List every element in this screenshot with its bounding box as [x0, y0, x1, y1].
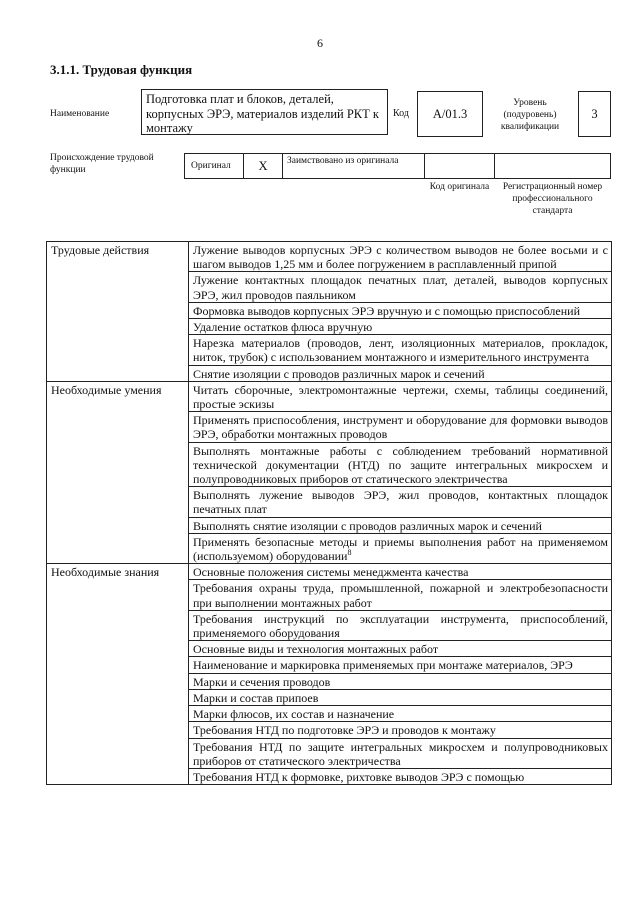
section-item — [189, 533, 612, 563]
section-category: Трудовые действия — [47, 242, 189, 382]
section-item — [189, 272, 612, 302]
section-item-text: Выполнять монтажные работы с соблюдением требований нормативной технической документации (НТД) по защите интегральных микросхем и полупроводниковых приборов от статического электричества — [193, 443, 608, 487]
section-item — [189, 335, 612, 365]
section-item-text: Марки и состав припоев — [193, 690, 319, 705]
section-item — [189, 610, 612, 640]
section-item — [189, 689, 612, 705]
footnote-mark: 8 — [347, 548, 352, 558]
section-item — [189, 381, 612, 411]
section-item-text: Марки и сечения проводов — [193, 674, 331, 689]
code-value: A/01.3 — [417, 91, 483, 137]
origin-label: Происхождение трудовой функции — [50, 153, 154, 175]
section-item — [189, 673, 612, 689]
section-item — [189, 302, 612, 318]
section-title: 3.1.1. Трудовая функция — [50, 62, 193, 77]
section-item-text: Требования НТД к формовке, рихтовке выводов ЭРЭ с помощью — [193, 769, 525, 784]
section-item-text: Наименование и маркировка применяемых при монтаже материалов, ЭРЭ — [193, 658, 573, 673]
section-item-text: Снятие изоляции с проводов различных марок и сечений — [193, 366, 485, 381]
code-original-label: Код оригинала — [429, 182, 490, 192]
section-item-text: Требования НТД по защите интегральных микросхем и полупроводниковых приборов от статического электричества — [193, 739, 608, 768]
section-item — [189, 706, 612, 722]
section-item-text: Лужение выводов корпусных ЭРЭ с количеством выводов не более восьми и с шагом выводов 1,25 мм и более погружением в расплавленный припой — [193, 243, 608, 272]
section-item-text: Применять приспособления, инструмент и оборудование для формовки выводов ЭРЭ, обработки монтажных проводов — [193, 413, 608, 442]
section-item-text: Выполнять лужение выводов ЭРЭ, жил проводов, контактных площадок печатных плат — [193, 488, 608, 517]
section-item — [189, 738, 612, 768]
level-value: 3 — [578, 91, 611, 137]
section-category: Необходимые умения — [47, 381, 189, 563]
code-label: Код — [393, 108, 409, 119]
section-item — [189, 517, 612, 533]
function-title: Подготовка плат и блоков, деталей, корпусных ЭРЭ, материалов изделий РКТ к монтажу — [141, 89, 388, 135]
section-item — [189, 564, 612, 580]
table-row — [47, 381, 612, 411]
section-item-text: Удаление остатков флюса вручную — [193, 320, 373, 335]
original-cell: Оригинал — [184, 153, 244, 179]
section-item-text: Требования инструкций по эксплуатации инструмента, приспособлений, применяемого оборудования — [193, 611, 608, 641]
table-row — [47, 564, 612, 580]
section-item-text: Марки флюсов, их состав и назначение — [193, 707, 395, 722]
section-item — [189, 242, 612, 272]
section-category: Необходимые знания — [47, 564, 189, 785]
section-item-text: Лужение контактных площадок печатных плат, деталей, выводов корпусных ЭРЭ, жил проводов паяльником — [193, 273, 608, 302]
code-original-cell — [424, 153, 495, 179]
section-item — [189, 722, 612, 738]
section-item — [189, 412, 612, 442]
section-item-text: Основные виды и технология монтажных работ — [193, 642, 439, 657]
section-item-text: Формовка выводов корпусных ЭРЭ вручную и с помощью приспособлений — [193, 303, 580, 318]
section-item — [189, 641, 612, 657]
section-item — [189, 442, 612, 487]
section-item — [189, 580, 612, 610]
section-item-text: Основные положения системы менеджмента качества — [193, 565, 469, 580]
borrowed-cell: Заимствовано из оригинала — [282, 153, 425, 179]
section-item-text: Читать сборочные, электромонтажные чертежи, схемы, таблицы соединений, простые эскизы — [193, 382, 608, 412]
original-mark: X — [243, 153, 283, 179]
table-row — [47, 242, 612, 272]
reg-number-cell — [494, 153, 611, 179]
section-item-text: Выполнять снятие изоляции с проводов различных марок и сечений — [193, 518, 542, 533]
section-item-text: Применять безопасные методы и приемы выполнения работ на применяемом (используемом) оборудовании — [193, 534, 608, 564]
reg-number-label: Регистрационный номер профессионального стандарта — [502, 182, 603, 216]
level-label: Уровень (подуровень) квалификации — [500, 98, 560, 132]
section-item — [189, 768, 612, 784]
section-item — [189, 487, 612, 517]
function-table — [46, 241, 612, 785]
section-item — [189, 365, 612, 381]
name-label: Наименование — [50, 109, 110, 119]
section-item — [189, 657, 612, 673]
page-number: 6 — [317, 36, 323, 50]
section-item-text: Требования НТД по подготовке ЭРЭ и проводов к монтажу — [193, 723, 496, 738]
section-item-text: Нарезка материалов (проводов, лент, изоляционных материалов, прокладок, ниток, трубок) с использованием монтажного и измерительного инструмента — [193, 336, 608, 365]
section-item — [189, 319, 612, 335]
section-item-text: Требования охраны труда, промышленной, пожарной и электробезопасности при выполнении монтажных работ — [193, 581, 608, 610]
